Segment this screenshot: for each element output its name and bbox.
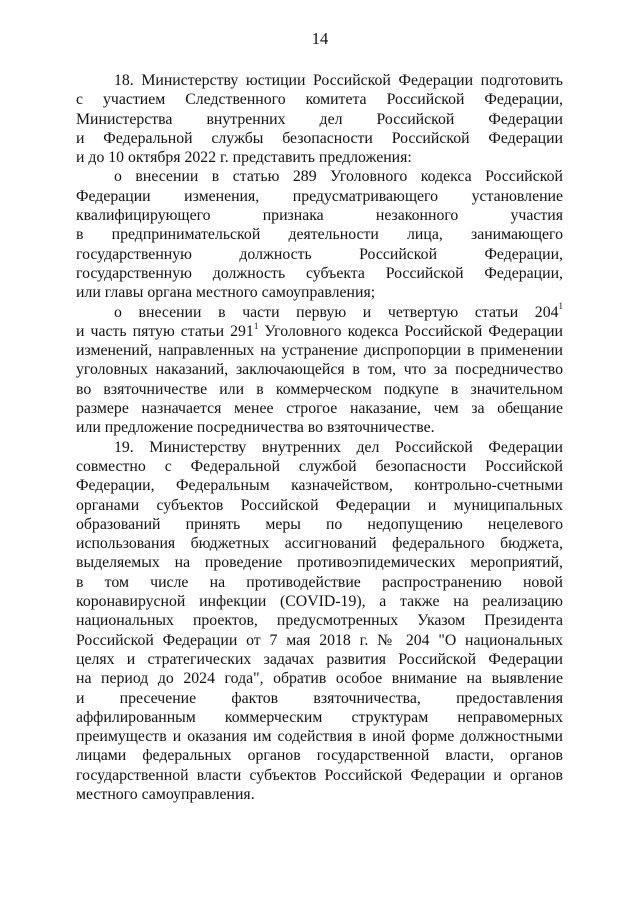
superscript: 1 — [558, 301, 563, 312]
text-line: 19. Министерству внутренних дел Российской Федерации — [114, 438, 563, 456]
text-line: аффилированным коммерческим структурам неправомерных — [76, 708, 563, 726]
text-line: органами субъектов Российской Федерации и муниципальных — [76, 496, 563, 514]
text-line: во взяточничестве или в коммерческом подкупе в значительном — [76, 380, 563, 398]
text-line: национальных проектов, предусмотренных Указом Президента — [76, 612, 563, 630]
text-line: Российской Федерации от 7 мая 2018 г. № 204 "О национальных — [76, 631, 563, 649]
text-line: преимуществ и оказания им содействия в иной форме должностными — [76, 728, 563, 746]
text-line: изменений, направленных на устранение диспропорции в применении — [76, 342, 563, 360]
text-line: государственную должность Российской Федерации, — [76, 245, 563, 263]
superscript: 1 — [253, 320, 259, 331]
text-line: местного самоуправления. — [76, 785, 255, 803]
text-line: размере назначается менее строгое наказание, чем за обещание — [76, 400, 563, 418]
text-line: Министерства внутренних дел Российской Федерации — [76, 110, 563, 128]
text-line: совместно с Федеральной службой безопасности Российской — [76, 457, 563, 475]
text-line: коронавирусной инфекции (COVID-19), а также на реализацию — [76, 593, 563, 611]
text-line: образований принять меры по недопущению нецелевого — [76, 515, 563, 533]
text-line: Федерации, Федеральным казначейством, контрольно-счетными — [76, 477, 563, 495]
text-line: о внесении в статью 289 Уголовного кодекса Российской — [114, 168, 563, 186]
text-line: и часть пятую статьи $291^1$ Уголовного кодекса Российской Федерации — [76, 320, 563, 340]
text-line: с участием Следственного комитета Российской Федерации, — [76, 91, 563, 109]
text-line: использования бюджетных ассигнований федерального бюджета, — [76, 535, 563, 553]
text-line: 18. Министерству юстиции Российской Федерации подготовить — [114, 72, 563, 89]
page-number: 14 — [311, 29, 329, 48]
text-line: выделяемых на проведение противоэпидемических мероприятий, — [76, 554, 563, 572]
text-line: в том числе на противодействие распространению новой — [76, 573, 563, 591]
text-line: в предпринимательской деятельности лица, занимающего — [76, 226, 563, 244]
text-line: лицами федеральных органов государственной власти, органов — [76, 747, 563, 765]
text-line: Федерации изменения, предусматривающего установление — [76, 187, 563, 205]
text-line: государственной власти субъектов Российской Федерации и органов — [76, 766, 563, 784]
text-line: и до 10 октября 2022 г. представить предложения: — [76, 149, 412, 167]
document-body — [76, 71, 563, 804]
text-line: и Федеральной службы безопасности Российской Федерации — [76, 129, 563, 147]
text-line: о внесении в части первую и четвертую статьи $204^1$ — [114, 301, 563, 321]
text-line: уголовных наказаний, заключающейся в том, что за посредничество — [76, 361, 563, 379]
text-line: и пресечение фактов взяточничества, предоставления — [76, 689, 563, 707]
text-line: или главы органа местного самоуправления; — [76, 284, 376, 302]
text-line: на период до 2024 года", обратив особое внимание на выявление — [76, 670, 563, 688]
text-line: квалифицирующего признака незаконного участия — [76, 207, 563, 225]
text-line: государственную должность субъекта Российской Федерации, — [76, 264, 563, 282]
text-line: целях и стратегических задачах развития Российской Федерации — [76, 650, 563, 668]
text-line: или предложение посредничества во взяточничестве. — [76, 419, 435, 437]
